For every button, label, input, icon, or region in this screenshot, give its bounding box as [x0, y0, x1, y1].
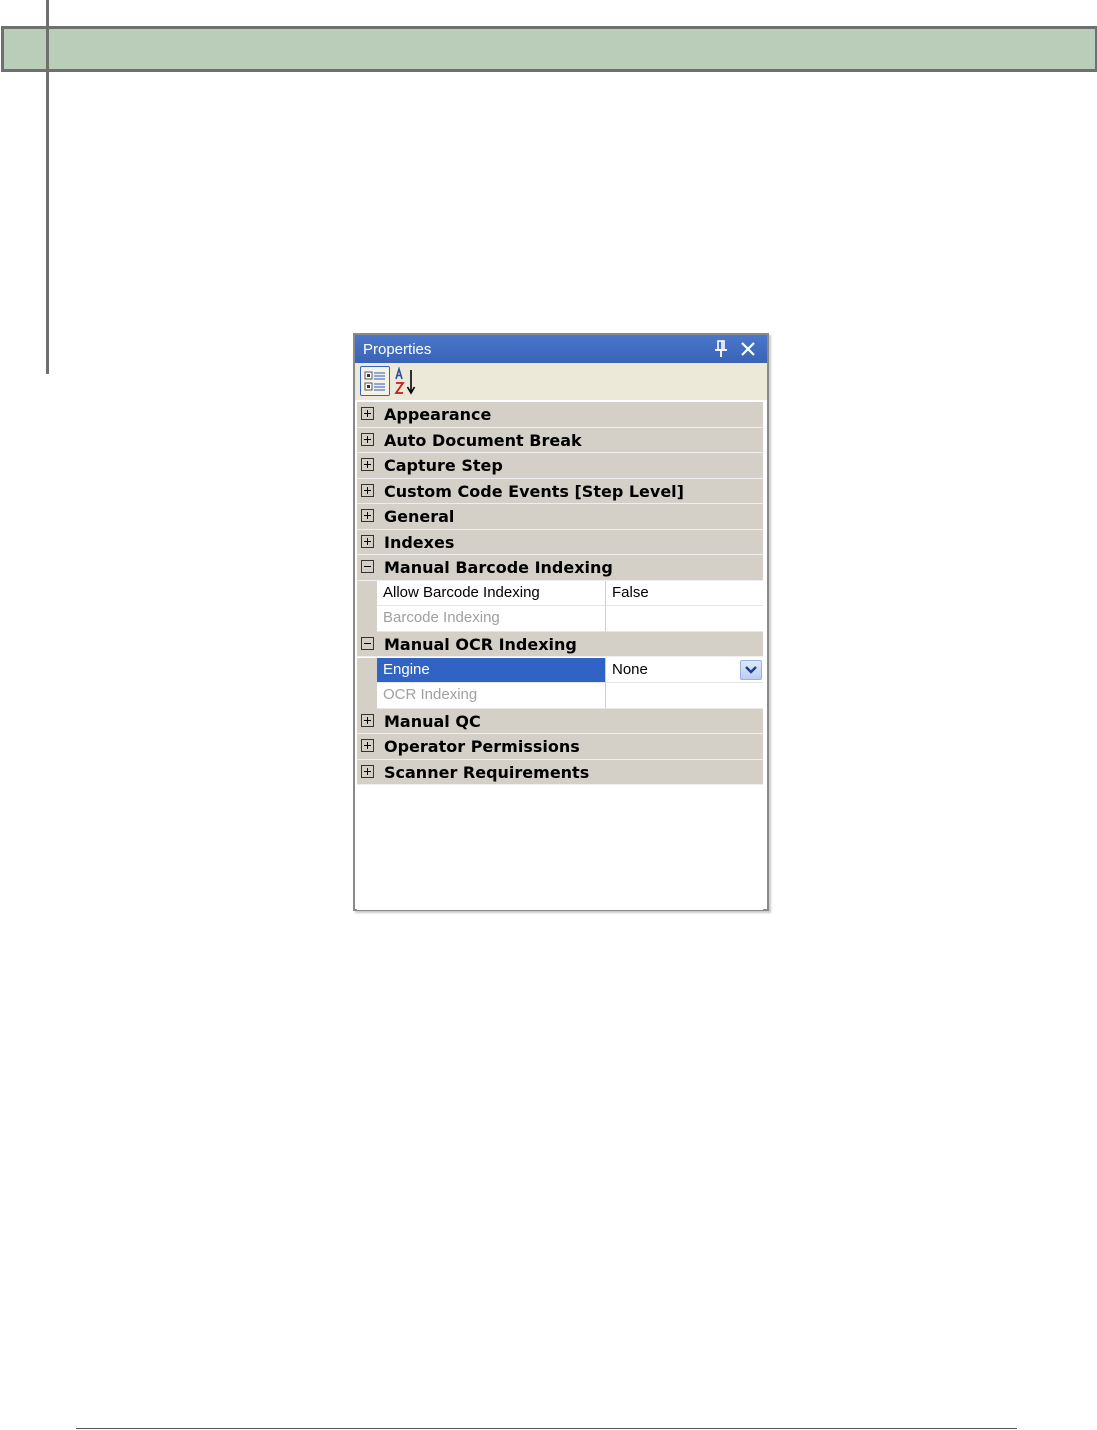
row-gutter — [357, 683, 377, 709]
category-label: Custom Code Events [Step Level] — [384, 481, 684, 501]
property-row[interactable] — [357, 581, 763, 607]
category-label: Operator Permissions — [384, 737, 580, 757]
row-gutter — [357, 658, 377, 684]
property-name-cell[interactable] — [377, 606, 606, 632]
sort-alphabetical-icon — [393, 366, 423, 396]
property-row[interactable] — [357, 606, 763, 632]
collapse-icon[interactable] — [361, 637, 374, 650]
property-value-cell[interactable] — [606, 658, 763, 684]
property-row[interactable] — [357, 683, 763, 709]
category-row[interactable] — [357, 530, 763, 556]
category-label: Manual QC — [384, 711, 481, 731]
expand-icon[interactable] — [361, 458, 374, 471]
category-label: Manual Barcode Indexing — [384, 558, 613, 578]
category-row[interactable] — [357, 479, 763, 505]
property-value: None — [612, 660, 648, 678]
property-name-cell[interactable] — [377, 683, 606, 709]
category-row[interactable] — [357, 428, 763, 454]
category-row[interactable] — [357, 402, 763, 428]
property-name: Barcode Indexing — [383, 609, 500, 627]
properties-toolbar — [355, 363, 767, 400]
category-row[interactable] — [357, 709, 763, 735]
category-label: Scanner Requirements — [384, 762, 590, 782]
category-label: Appearance — [384, 405, 492, 424]
pin-icon[interactable] — [713, 340, 729, 358]
document-footer-line — [76, 1428, 1017, 1429]
collapse-icon[interactable] — [361, 560, 374, 573]
property-grid — [357, 402, 763, 910]
property-value-cell[interactable] — [606, 683, 763, 709]
row-gutter — [357, 606, 377, 632]
category-row[interactable] — [357, 453, 763, 479]
expand-icon[interactable] — [361, 509, 374, 522]
property-value-cell[interactable] — [606, 581, 763, 607]
property-row[interactable] — [357, 658, 763, 684]
expand-icon[interactable] — [361, 739, 374, 752]
categorized-button[interactable] — [360, 366, 390, 396]
property-name: OCR Indexing — [383, 686, 478, 704]
close-icon[interactable] — [739, 339, 757, 359]
properties-panel — [353, 333, 769, 911]
property-value: False — [612, 583, 649, 601]
property-name-cell[interactable] — [377, 658, 606, 684]
expand-icon[interactable] — [361, 407, 374, 420]
category-row[interactable] — [357, 632, 763, 658]
categorized-icon — [361, 367, 389, 395]
expand-icon[interactable] — [361, 765, 374, 778]
expand-icon[interactable] — [361, 535, 374, 548]
property-name: Engine — [383, 660, 430, 678]
category-row[interactable] — [357, 760, 763, 786]
row-gutter — [357, 581, 377, 607]
category-label: Indexes — [384, 532, 455, 552]
category-row[interactable] — [357, 734, 763, 760]
panel-title: Properties — [363, 341, 432, 358]
category-label: Manual OCR Indexing — [384, 634, 577, 654]
property-name-cell[interactable] — [377, 581, 606, 607]
category-label: Capture Step — [384, 456, 503, 476]
category-row[interactable] — [357, 555, 763, 581]
properties-titlebar — [355, 335, 767, 363]
property-value-cell[interactable] — [606, 606, 763, 632]
category-row[interactable] — [357, 504, 763, 530]
expand-icon[interactable] — [361, 484, 374, 497]
document-header-bar — [1, 26, 1097, 72]
chevron-down-icon — [741, 661, 761, 679]
category-label: Auto Document Break — [384, 430, 582, 450]
alphabetical-button[interactable] — [393, 366, 423, 396]
property-name: Allow Barcode Indexing — [383, 583, 540, 601]
document-margin-line — [46, 0, 49, 374]
category-label: General — [384, 507, 455, 527]
expand-icon[interactable] — [361, 433, 374, 446]
dropdown-button[interactable] — [740, 660, 762, 680]
expand-icon[interactable] — [361, 714, 374, 727]
